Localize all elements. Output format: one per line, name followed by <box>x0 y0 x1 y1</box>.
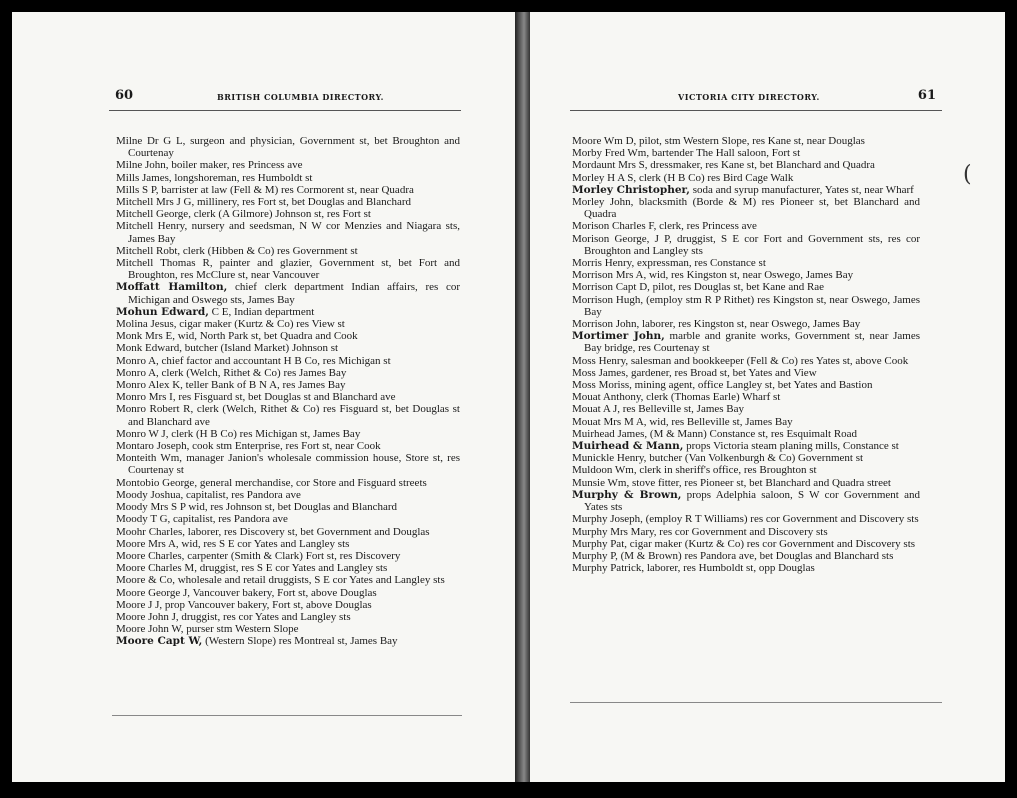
entry-details: props Victoria steam planing mills, Constance st <box>683 440 899 453</box>
entry-details: cook stm Enterprise, res Fort st, near Cook <box>189 440 381 453</box>
directory-entry <box>572 318 920 330</box>
entry-details: clerk, res Princess ave <box>656 220 757 233</box>
entry-details: wid, res Kingston st, near Oswego, James Bay <box>646 269 854 282</box>
entry-name: Moore & Co, <box>116 574 175 587</box>
entry-name: Molina Jesus, <box>116 318 177 331</box>
entry-name: Murphy P, <box>572 549 618 562</box>
entry-name: Monk Mrs E, <box>116 330 175 343</box>
entry-name: Monteith Wm, <box>116 452 183 465</box>
directory-entry <box>572 428 920 440</box>
entry-name: Moore John W, <box>116 623 184 636</box>
entry-details: C E, Indian department <box>208 305 315 318</box>
entry-name: Morris Henry, <box>572 257 635 270</box>
entry-details: stove fitter, res Pioneer st, bet Blanchard and Quadra street <box>629 476 891 489</box>
directory-entry <box>572 391 920 403</box>
entry-details: gardener, res Broad st, bet Yates and View <box>628 366 817 379</box>
entry-name: Monro Robert R, <box>116 403 194 416</box>
entry-details: general merchandise, cor Store and Fisguard streets <box>197 476 427 489</box>
directory-entry <box>116 318 460 330</box>
entry-details: laborer, res Humboldt st, opp Douglas <box>644 562 815 575</box>
entry-name: Monro Alex K, <box>116 379 183 392</box>
entry-details: Vancouver bakery, Fort st, above Douglas <box>190 586 377 599</box>
entry-details: clerk (Thomas Earle) Wharf st <box>643 391 781 404</box>
directory-entry <box>572 477 920 489</box>
entry-details: clerk (Welch, Rithet & Co) res James Bay <box>158 366 347 379</box>
entry-name: Muldoon Wm, <box>572 464 637 477</box>
directory-entry <box>116 587 460 599</box>
directory-entry <box>572 281 920 293</box>
entry-name: Morison George, J P, <box>572 232 672 245</box>
entry-details: druggist, res S E cor Yates and Langley sts <box>196 562 388 575</box>
entry-name: Moody Mrs S P <box>116 501 186 514</box>
entry-details: barrister at law (Fell & M) res Cormorent st, near Quadra <box>158 183 414 196</box>
entry-details: druggist, res cor Yates and Langley sts <box>178 610 351 623</box>
left-entries <box>116 135 460 648</box>
entry-details: props Adelphia saloon, S W cor Government and Yates sts <box>584 488 920 514</box>
directory-entry <box>572 379 920 391</box>
directory-entry <box>116 342 460 354</box>
entry-details: prop Vancouver bakery, Fort st, above Douglas <box>162 598 372 611</box>
entry-name: Murphy Pat, <box>572 537 627 550</box>
directory-entry <box>116 623 460 635</box>
entry-details: butcher (Island Market) Johnson st <box>182 342 339 355</box>
directory-entry <box>572 220 920 232</box>
entry-name: Milne John, <box>116 159 169 172</box>
entry-name: Mitchell Thomas R, <box>116 257 213 270</box>
entry-details: clerk (A Gilmore) Johnson st, res Fort st <box>190 208 371 221</box>
entry-details: salesman and bookkeeper (Fell & Co) res Yates st, above Cook <box>628 354 909 367</box>
directory-entry <box>116 330 460 342</box>
directory-entry <box>116 391 460 403</box>
entry-name: Monro Mrs I, <box>116 391 176 404</box>
entry-name: Mouat Anthony, <box>572 391 644 404</box>
directory-entry <box>572 147 920 159</box>
directory-entry <box>116 538 460 550</box>
entry-name: Mills James, <box>116 171 172 184</box>
right-page-header <box>570 88 942 111</box>
right-page-title: VICTORIA CITY DIRECTORY. <box>678 92 820 102</box>
directory-entry <box>572 489 920 513</box>
entry-name: Morrison John, <box>572 318 640 331</box>
entry-details: mining agent, office Langley st, bet Yates and Bastion <box>631 379 873 392</box>
entry-details: capitalist, res Pandora ave <box>183 488 301 501</box>
entry-name: Moffatt Hamilton, <box>116 281 228 294</box>
directory-entry <box>572 172 920 184</box>
entry-details: clerk (Welch, Rithet & Co) res Fisguard st, bet Douglas st and Blanchard ave <box>128 403 460 428</box>
directory-entry <box>572 294 920 318</box>
entry-details: (employ stm R P Rithet) res Kingston st, near Oswego, James Bay <box>584 293 920 318</box>
entry-name: Mohun Edward, <box>116 305 209 318</box>
entry-details: res cor Government and Discovery sts <box>656 525 828 538</box>
entry-name: Murphy Joseph, <box>572 513 643 526</box>
entry-details: cigar maker (Kurtz & Co) res View st <box>176 318 345 331</box>
directory-entry <box>116 306 460 318</box>
directory-entry <box>116 379 460 391</box>
entry-name: Morby Fred Wm, <box>572 147 650 160</box>
directory-entry <box>116 550 460 562</box>
entry-details: bartender The Hall saloon, Fort st <box>649 147 801 160</box>
directory-entry <box>116 501 460 513</box>
entry-name: Morrison Capt D, <box>572 281 650 294</box>
entry-details: wid, North Park st, bet Quadra and Cook <box>174 330 358 343</box>
entry-details: soda and syrup manufacturer, Yates st, near Wharf <box>689 183 914 196</box>
directory-entry <box>116 367 460 379</box>
entry-name: Monk Edward, <box>116 342 182 355</box>
entry-name: Munickle Henry, <box>572 452 647 465</box>
directory-entry <box>116 208 460 220</box>
entry-name: Moore Wm D, <box>572 135 637 147</box>
margin-bracket-mark: ( <box>963 162 972 187</box>
directory-entry <box>572 452 920 464</box>
entry-name: Moody T G, <box>116 513 171 526</box>
entry-name: Mordaunt Mrs S, <box>572 159 648 172</box>
directory-entry <box>116 257 460 281</box>
entry-name: Muirhead & Mann, <box>572 440 684 453</box>
directory-entry <box>116 159 460 171</box>
entry-details: expressman, res Constance st <box>634 257 766 270</box>
entry-details: laborer, res Discovery st, bet Government and Douglas <box>185 525 430 538</box>
entry-name: Moohr Charles, <box>116 525 186 538</box>
entry-details: dressmaker, res Kane st, bet Blanchard and Quadra <box>647 159 875 172</box>
entry-details: painter and glazier, Government st, bet Fort and Broughton, res McClure st, near Vancouver <box>128 257 460 282</box>
right-page-number: 61 <box>917 88 936 103</box>
directory-entry <box>116 599 460 611</box>
left-page-number: 60 <box>115 88 134 103</box>
directory-entry <box>572 416 920 428</box>
entry-name: Mitchell George, <box>116 208 191 221</box>
directory-entry <box>572 440 920 452</box>
entry-name: Moore John J, <box>116 610 179 623</box>
directory-entry <box>116 428 460 440</box>
directory-entry <box>116 452 460 476</box>
directory-entry <box>572 367 920 379</box>
directory-entry <box>572 526 920 538</box>
entry-name: Moss Henry, <box>572 354 629 367</box>
directory-entry <box>116 635 460 647</box>
directory-entry <box>116 135 460 159</box>
entry-details: chief clerk department Indian affairs, res cor Michigan and Oswego sts, James Bay <box>128 281 461 306</box>
entry-details: res Fisguard st, bet Douglas st and Blanchard ave <box>175 391 396 404</box>
entry-name: Montaro Joseph, <box>116 440 190 453</box>
entry-name: Murphy Mrs Mary, <box>572 525 657 538</box>
entry-name: Moore Charles M, <box>116 562 197 575</box>
entry-name: Moore J J, <box>116 598 163 611</box>
entry-details: chief factor and accountant H B Co, res Michigan st <box>158 354 391 367</box>
directory-entry <box>572 330 920 354</box>
entry-name: Morley John, <box>572 196 634 209</box>
directory-entry <box>572 269 920 281</box>
right-entries <box>572 135 920 574</box>
directory-entry <box>572 355 920 367</box>
directory-entry <box>572 159 920 171</box>
entry-name: Moore Capt W, <box>116 635 203 648</box>
entry-name: Monro A, <box>116 354 159 367</box>
entry-name: Mitchell Robt, <box>116 244 181 257</box>
entry-name: Monro W J, <box>116 427 169 440</box>
directory-entry <box>572 196 920 220</box>
directory-entry <box>572 464 920 476</box>
entry-name: Morrison Hugh, <box>572 293 644 306</box>
entry-details: cigar maker (Kurtz & Co) res cor Government and Discovery sts <box>627 537 916 550</box>
directory-entry <box>116 489 460 501</box>
entry-details: boiler maker, res Princess ave <box>168 159 303 172</box>
directory-entry <box>572 135 920 147</box>
entry-name: Milne Dr G L, <box>116 135 186 147</box>
directory-entry <box>116 245 460 257</box>
entry-details: pilot, res Douglas st, bet Kane and Rae <box>649 281 825 294</box>
entry-details: carpenter (Smith & Clark) Fort st, res Discovery <box>184 549 401 562</box>
directory-entry <box>116 281 460 305</box>
entry-details: wid, res Belleville st, James Bay <box>646 415 793 428</box>
entry-name: Moore Mrs A, <box>116 537 179 550</box>
entry-name: Moody Joshua, <box>116 488 184 501</box>
directory-entry <box>572 184 920 196</box>
left-page <box>12 12 515 782</box>
entry-details: (M & Mann) Constance st, res Esquimalt Road <box>647 427 858 440</box>
entry-name: Morison Charles F, <box>572 220 657 233</box>
entry-details: marble and granite works, Government st, near James Bay bridge, res Courtenay st <box>584 330 921 355</box>
directory-entry <box>116 440 460 452</box>
directory-entry <box>572 233 920 257</box>
entry-name: Mitchell Henry, <box>116 220 188 233</box>
entry-details: druggist, S E cor Fort and Government sts, res cor Broughton and Langley sts <box>584 232 920 257</box>
entry-name: Moss James, <box>572 366 629 379</box>
entry-name: Mills S P, <box>116 183 159 196</box>
entry-details: clerk (H B Co) res Michigan st, James Bay <box>168 427 361 440</box>
entry-details: wholesale and retail druggists, S E cor Yates and Langley sts <box>174 574 445 587</box>
book-gutter <box>515 12 530 782</box>
entry-name: Moss Moriss, <box>572 379 632 392</box>
entry-details: butcher (Van Volkenburgh & Co) Government st <box>646 452 864 465</box>
directory-entry <box>116 477 460 489</box>
entry-name: Munsie Wm, <box>572 476 630 489</box>
directory-entry <box>116 513 460 525</box>
entry-details: clerk (H B Co) res Bird Cage Walk <box>636 171 794 184</box>
entry-details: nursery and seedsman, N W cor Menzies and Niagara sts, James Bay <box>128 220 461 245</box>
entry-name: Morley H A S, <box>572 171 637 184</box>
entry-name: Monro A, <box>116 366 159 379</box>
directory-entry <box>116 574 460 586</box>
entry-name: Mortimer John, <box>572 330 665 343</box>
directory-entry <box>116 172 460 184</box>
directory-entry <box>116 526 460 538</box>
directory-entry <box>116 562 460 574</box>
entry-details: laborer, res Kingston st, near Oswego, James Bay <box>639 318 861 331</box>
entry-details: teller Bank of B N A, res James Bay <box>182 379 346 392</box>
directory-entry <box>572 562 920 574</box>
entry-details: capitalist, res Pandora ave <box>170 513 288 526</box>
right-bottom-rule <box>570 702 942 703</box>
entry-details: manager Janion's wholesale commission house, Store st, res Courtenay st <box>128 452 461 477</box>
entry-name: Murphy & Brown, <box>572 488 682 501</box>
entry-name: Morley Christopher, <box>572 183 690 196</box>
entry-name: Muirhead James, <box>572 427 648 440</box>
entry-details: (Western Slope) res Montreal st, James Bay <box>202 635 398 648</box>
entry-name: Moore Charles, <box>116 549 185 562</box>
directory-entry <box>572 538 920 550</box>
entry-details: millinery, res Fort st, bet Douglas and Blanchard <box>194 196 412 209</box>
entry-details: surgeon and physician, Government st, bet Broughton and Courtenay <box>128 135 460 160</box>
directory-entry <box>116 184 460 196</box>
entry-details: res Belleville st, James Bay <box>619 403 745 416</box>
left-page-header <box>109 88 461 111</box>
directory-entry <box>116 611 460 623</box>
directory-entry <box>572 403 920 415</box>
directory-entry <box>572 550 920 562</box>
entry-details: pilot, stm Western Slope, res Kane st, near Douglas <box>636 135 865 147</box>
entry-details: purser stm Western Slope <box>183 623 299 636</box>
directory-entry <box>572 513 920 525</box>
entry-name: Montobio George, <box>116 476 198 489</box>
directory-entry <box>572 257 920 269</box>
entry-details: clerk (Hibben & Co) res Government st <box>180 244 358 257</box>
directory-entry <box>116 355 460 367</box>
directory-entry <box>116 403 460 427</box>
entry-details: wid, res Johnson st, bet Douglas and Blanchard <box>185 501 398 514</box>
entry-details: longshoreman, res Humboldt st <box>171 171 313 184</box>
entry-details: (employ R T Williams) res cor Government and Discovery sts <box>642 513 919 526</box>
right-page <box>530 12 1005 782</box>
entry-details: clerk in sheriff's office, res Broughton st <box>636 464 817 477</box>
entry-name: Mitchell Mrs J G, <box>116 196 195 209</box>
directory-entry <box>116 196 460 208</box>
entry-details: blacksmith (Borde & M) res Pioneer st, bet Blanchard and Quadra <box>584 196 920 221</box>
entry-name: Murphy Patrick, <box>572 562 645 575</box>
entry-name: Moore George J, <box>116 586 191 599</box>
entry-name: Mouat Mrs M A, <box>572 415 647 428</box>
entry-name: Morrison Mrs A, <box>572 269 647 282</box>
left-bottom-rule <box>112 715 462 716</box>
directory-entry <box>116 220 460 244</box>
entry-name: Mouat A J, <box>572 403 620 416</box>
entry-details: (M & Brown) res Pandora ave, bet Douglas and Blanchard sts <box>617 549 894 562</box>
entry-details: wid, res S E cor Yates and Langley sts <box>178 537 350 550</box>
left-page-title: BRITISH COLUMBIA DIRECTORY. <box>217 92 384 102</box>
